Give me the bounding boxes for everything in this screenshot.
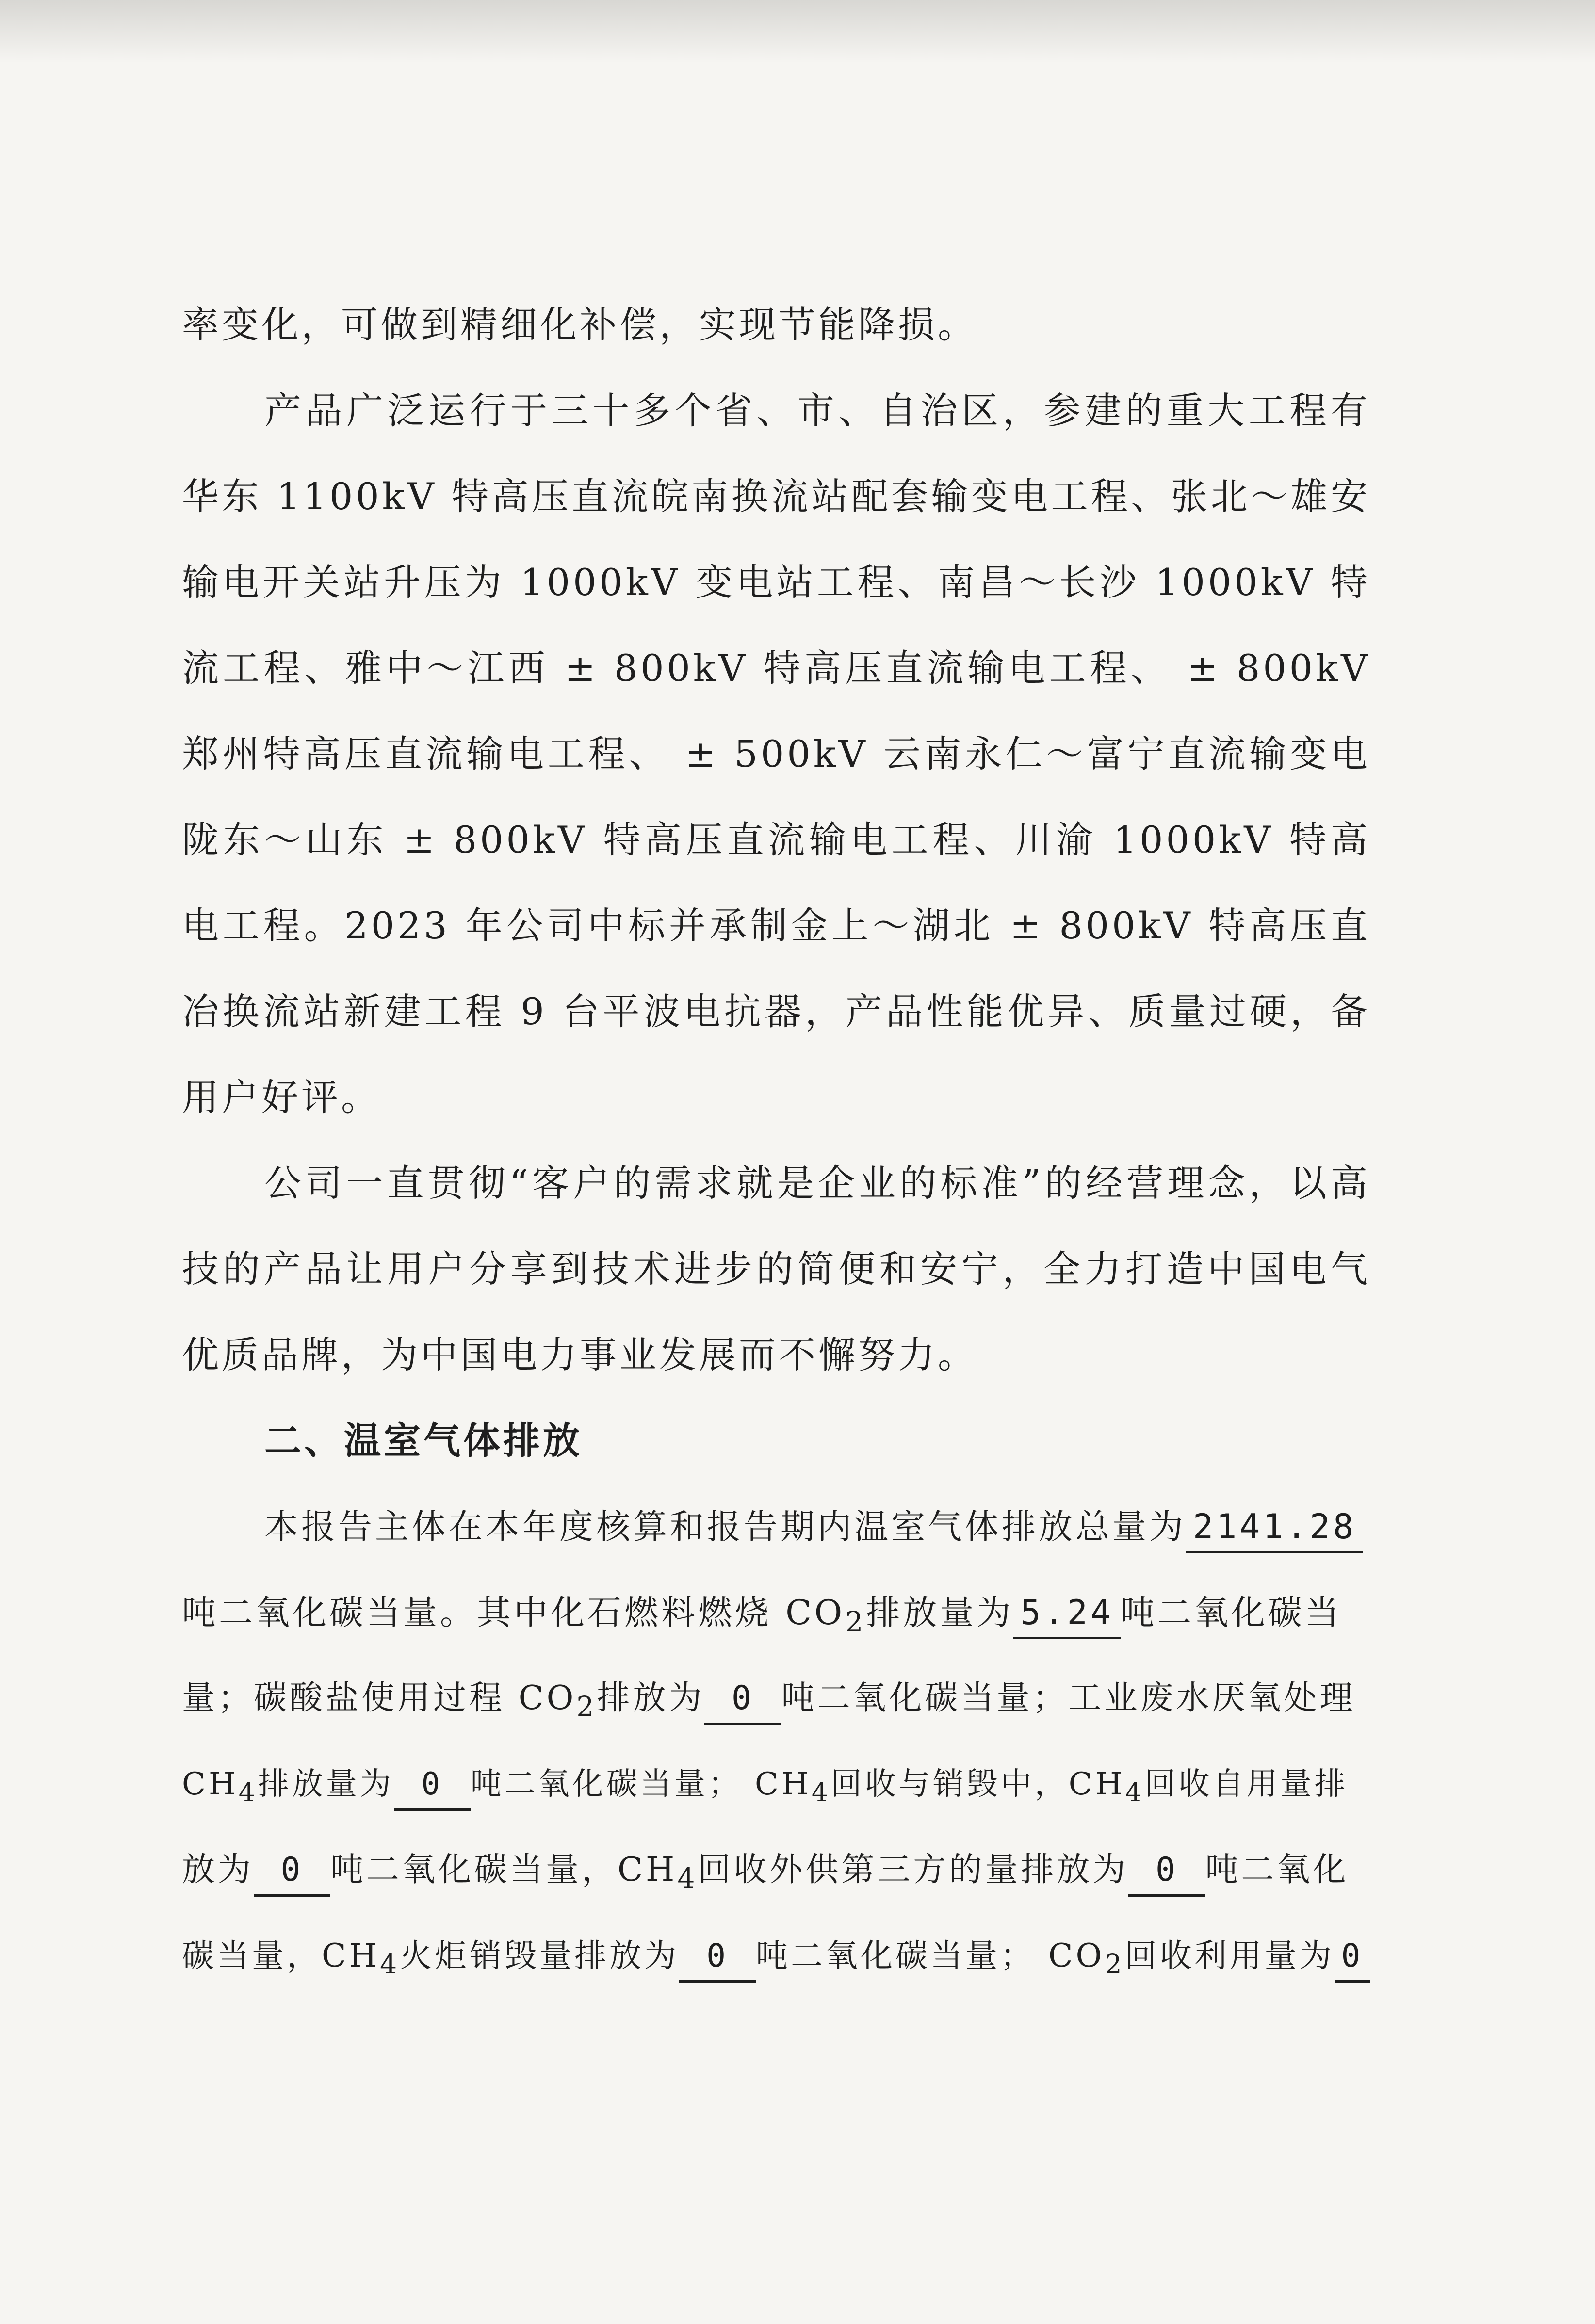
body-line: 郑州特高压直流输电工程、 ± 500kV 云南永仁～富宁直流输变电	[182, 732, 1370, 775]
subscript: 4	[811, 1776, 831, 1808]
emission-text: 排放量为	[258, 1766, 394, 1802]
subscript: 4	[380, 1949, 400, 1980]
emission-text: 吨二氧化碳当	[1120, 1593, 1342, 1632]
carbonate-emission-value: 0	[704, 1674, 781, 1725]
emission-line	[182, 1669, 1370, 1736]
body-line: 流工程、雅中～江西 ± 800kV 特高压直流输电工程、 ± 800kV	[182, 646, 1370, 690]
body-line: 冶换流站新建工程 9 台平波电抗器，产品性能优异、质量过硬，备	[182, 990, 1370, 1033]
wastewater-ch4-value: 0	[394, 1760, 471, 1811]
emission-line	[182, 1841, 1370, 1908]
emission-text: 回收与销毁中，CH	[830, 1766, 1125, 1802]
emission-text: 回收外供第三方的量排放为	[698, 1851, 1129, 1889]
emission-text: 回收自用量排	[1144, 1766, 1349, 1802]
emission-text: 吨二氧化碳当量； CO	[756, 1937, 1105, 1974]
emission-text: CH	[182, 1766, 239, 1802]
ch4-third-party-value: 0	[1128, 1846, 1205, 1897]
emission-text: 量；碳酸盐使用过程 CO	[182, 1679, 577, 1717]
body-line: 输电开关站升压为 1000kV 变电站工程、南昌～长沙 1000kV 特	[182, 561, 1370, 604]
emission-text: 放为	[182, 1851, 254, 1889]
emission-line	[264, 1498, 1370, 1556]
body-line: 技的产品让用户分享到技术进步的简便和安宁，全力打造中国电气	[182, 1247, 1370, 1291]
body-line: 陇东～山东 ± 800kV 特高压直流输电工程、川渝 1000kV 特高	[182, 818, 1370, 861]
emission-text: 排放为	[597, 1679, 705, 1717]
emission-text: 碳当量，CH	[182, 1937, 380, 1974]
emission-text: 吨二氧化碳当量；工业废水厌氧处理	[781, 1679, 1356, 1717]
body-line: 华东 1100kV 特高压直流皖南换流站配套输变电工程、张北～雄安	[182, 475, 1370, 518]
emission-text: 吨二氧化碳当量，CH	[330, 1851, 678, 1889]
body-line: 用户好评。	[182, 1076, 381, 1119]
ch4-flare-value: 0	[679, 1932, 756, 1983]
total-emission-value: 2141.28	[1186, 1502, 1363, 1553]
subscript: 2	[845, 1605, 866, 1638]
subscript: 4	[1125, 1776, 1145, 1808]
subscript: 2	[576, 1691, 597, 1723]
body-line: 电工程。2023 年公司中标并承制金上～湖北 ± 800kV 特高压直	[182, 904, 1370, 947]
body-line: 优质品牌，为中国电力事业发展而不懈努力。	[182, 1333, 977, 1376]
body-line: 率变化，可做到精细化补偿，实现节能降损。	[182, 303, 977, 346]
fossil-fuel-emission-value: 5.24	[1013, 1588, 1121, 1639]
emission-line	[182, 1927, 1370, 1993]
body-line: 公司一直贯彻“客户的需求就是企业的标准”的经营理念，以高	[264, 1162, 1370, 1205]
emission-line	[182, 1755, 1370, 1822]
subscript: 2	[1105, 1949, 1125, 1980]
emission-text: 回收利用量为	[1124, 1937, 1335, 1974]
emission-text: 吨二氧化	[1205, 1851, 1349, 1889]
emission-text: 吨二氧化碳当量； CH	[470, 1766, 812, 1802]
co2-recovery-value: 0	[1335, 1932, 1370, 1983]
emission-line	[182, 1583, 1370, 1651]
scan-shadow	[0, 0, 1595, 63]
emission-text: 吨二氧化碳当量。其中化石燃料燃烧 CO	[182, 1593, 846, 1632]
emission-text: 本报告主体在本年度核算和报告期内温室气体排放总量为	[264, 1507, 1186, 1547]
subscript: 4	[238, 1776, 258, 1808]
body-line: 产品广泛运行于三十多个省、市、自治区，参建的重大工程有	[264, 389, 1370, 432]
emission-text: 排放量为	[866, 1593, 1014, 1632]
section-heading: 二、温室气体排放	[264, 1419, 583, 1462]
ch4-self-use-value: 0	[254, 1846, 330, 1897]
subscript: 4	[677, 1862, 698, 1895]
emission-text: 火炬销毁量排放为	[400, 1937, 680, 1974]
